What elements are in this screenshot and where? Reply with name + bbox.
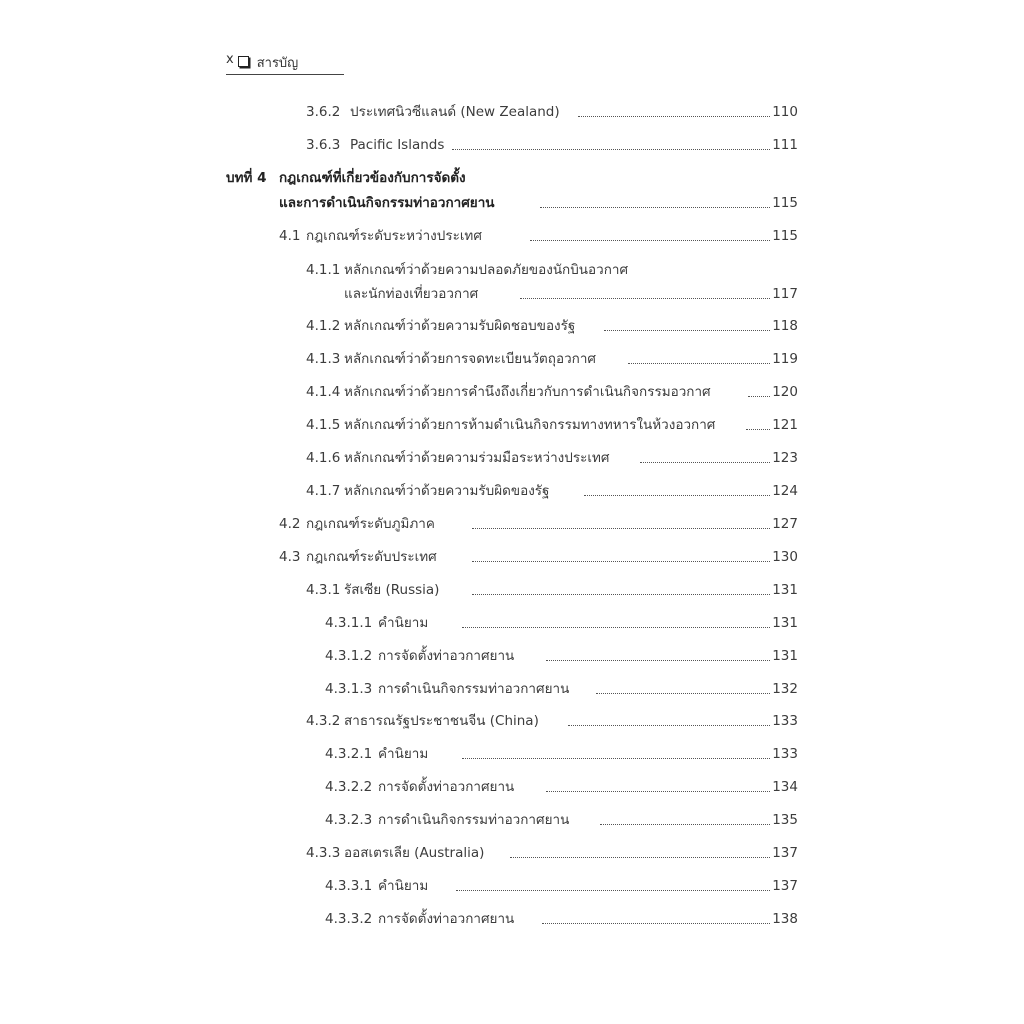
toc-entry-page: 131: [772, 648, 798, 664]
toc-entry-label: การจัดตั้งท่าอวกาศยาน: [378, 911, 515, 927]
dot-leader: [546, 791, 770, 792]
dot-leader: [510, 857, 770, 858]
toc-entry-page: 133: [772, 746, 798, 762]
toc-entry-label: กฎเกณฑ์ระดับภูมิภาค: [306, 516, 435, 532]
dot-leader: [540, 207, 770, 208]
dot-leader: [748, 396, 770, 397]
toc-entry-number: 4.1: [279, 228, 301, 244]
toc-entry-page: 121: [772, 417, 798, 433]
dot-leader: [604, 330, 770, 331]
toc-entry-label: หลักเกณฑ์ว่าด้วยการจดทะเบียนวัตถุอวกาศ: [344, 351, 596, 367]
toc-entry-page: 134: [772, 779, 798, 795]
toc-entry-label: หลักเกณฑ์ว่าด้วยความรับผิดของรัฐ: [344, 483, 550, 499]
toc-entry-number: 4.3.3.2: [325, 911, 373, 927]
toc-entry-number: 3.6.3: [306, 137, 341, 153]
toc-entry-label: หลักเกณฑ์ว่าด้วยความรับผิดชอบของรัฐ: [344, 318, 576, 334]
dot-leader: [546, 660, 770, 661]
dot-leader: [746, 429, 770, 430]
toc-entry-label: ออสเตรเลีย (Australia): [344, 845, 485, 861]
toc-entry-number: 4.1.6: [306, 450, 341, 466]
toc-entry-page: 115: [772, 195, 798, 211]
dot-leader: [456, 890, 770, 891]
toc-entry-label: การดำเนินกิจกรรมท่าอวกาศยาน: [378, 681, 570, 697]
toc-entry-page: 127: [772, 516, 798, 532]
toc-entry-label: และการดำเนินกิจกรรมท่าอวกาศยาน: [279, 195, 495, 211]
dot-leader: [542, 923, 770, 924]
toc-entry-number: 4.2: [279, 516, 301, 532]
dot-leader: [472, 561, 770, 562]
header-page-number: x: [226, 52, 234, 67]
toc-entry-number: 4.1.5: [306, 417, 341, 433]
toc-entry-number: 4.3.2.1: [325, 746, 373, 762]
toc-entry-number: 4.1.1: [306, 262, 341, 278]
toc-entry-page: 137: [772, 845, 798, 861]
dot-leader: [462, 627, 770, 628]
toc-entry-page: 117: [772, 286, 798, 302]
dot-leader: [628, 363, 770, 364]
toc-entry-label: หลักเกณฑ์ว่าด้วยความปลอดภัยของนักบินอวกาศ: [344, 262, 629, 278]
dot-leader: [640, 462, 770, 463]
toc-entry-page: 131: [772, 582, 798, 598]
toc-entry-label: รัสเซีย (Russia): [344, 582, 440, 598]
toc-entry-number: 4.3.3: [306, 845, 341, 861]
toc-entry-label: คำนิยาม: [378, 878, 429, 894]
toc-entry-number: 4.1.4: [306, 384, 341, 400]
toc-entry-label: การดำเนินกิจกรรมท่าอวกาศยาน: [378, 812, 570, 828]
toc-entry-label: และนักท่องเที่ยวอวกาศ: [344, 286, 479, 302]
toc-entry-number: 4.3.1.2: [325, 648, 373, 664]
toc-entry-number: 4.3.1: [306, 582, 341, 598]
toc-entry-number: 4.3: [279, 549, 301, 565]
toc-entry-label: คำนิยาม: [378, 615, 429, 631]
toc-entry-page: 123: [772, 450, 798, 466]
toc-entry-page: 138: [772, 911, 798, 927]
header-title: สารบัญ: [256, 56, 299, 71]
toc-entry-page: 120: [772, 384, 798, 400]
toc-entry-label: หลักเกณฑ์ว่าด้วยการห้ามดำเนินกิจกรรมทางทหารในห้วงอวกาศ: [344, 417, 716, 433]
dot-leader: [568, 725, 770, 726]
toc-entry-label: การจัดตั้งท่าอวกาศยาน: [378, 779, 515, 795]
toc-entry-page: 111: [772, 137, 798, 153]
toc-entry-number: 4.1.3: [306, 351, 341, 367]
toc-entry-page: 118: [772, 318, 798, 334]
toc-entry-page: 124: [772, 483, 798, 499]
toc-entry-label: กฎเกณฑ์ระดับระหว่างประเทศ: [306, 228, 482, 244]
dot-leader: [584, 495, 770, 496]
toc-entry-page: 137: [772, 878, 798, 894]
dot-leader: [600, 824, 770, 825]
toc-entry-page: 119: [772, 351, 798, 367]
toc-entry-number: 3.6.2: [306, 104, 341, 120]
toc-entry-label: กฎเกณฑ์ที่เกี่ยวข้องกับการจัดตั้ง: [279, 170, 466, 186]
dot-leader: [452, 149, 770, 150]
toc-chapter-number: บทที่ 4: [226, 170, 267, 186]
toc-entry-page: 135: [772, 812, 798, 828]
toc-entry-number: 4.3.3.1: [325, 878, 373, 894]
toc-entry-label: สาธารณรัฐประชาชนจีน (China): [344, 713, 539, 729]
dot-leader: [520, 298, 770, 299]
toc-entry-number: 4.3.1.3: [325, 681, 373, 697]
toc-entry-label: การจัดตั้งท่าอวกาศยาน: [378, 648, 515, 664]
dot-leader: [578, 116, 770, 117]
dot-leader: [530, 240, 770, 241]
toc-entry-label: กฎเกณฑ์ระดับประเทศ: [306, 549, 437, 565]
toc-entry-page: 110: [772, 104, 798, 120]
dot-leader: [472, 528, 770, 529]
dot-leader: [596, 693, 770, 694]
toc-entry-number: 4.1.7: [306, 483, 341, 499]
toc-entry-label: คำนิยาม: [378, 746, 429, 762]
toc-entry-label: ประเทศนิวซีแลนด์ (New Zealand): [350, 104, 560, 120]
toc-entry-page: 115: [772, 228, 798, 244]
toc-entry-number: 4.3.1.1: [325, 615, 373, 631]
toc-entry-number: 4.3.2: [306, 713, 341, 729]
toc-entry-number: 4.3.2.2: [325, 779, 373, 795]
toc-entry-label: หลักเกณฑ์ว่าด้วยการคำนึงถึงเกี่ยวกับการดำเนินกิจกรรมอวกาศ: [344, 384, 711, 400]
toc-entry-page: 131: [772, 615, 798, 631]
toc-entry-label: หลักเกณฑ์ว่าด้วยความร่วมมือระหว่างประเทศ: [344, 450, 610, 466]
toc-entry-page: 133: [772, 713, 798, 729]
toc-entry-page: 130: [772, 549, 798, 565]
toc-entry-page: 132: [772, 681, 798, 697]
toc-entry-number: 4.3.2.3: [325, 812, 373, 828]
dot-leader: [462, 758, 770, 759]
dot-leader: [472, 594, 770, 595]
toc-entry-label: Pacific Islands: [350, 137, 445, 153]
toc-entry-number: 4.1.2: [306, 318, 341, 334]
